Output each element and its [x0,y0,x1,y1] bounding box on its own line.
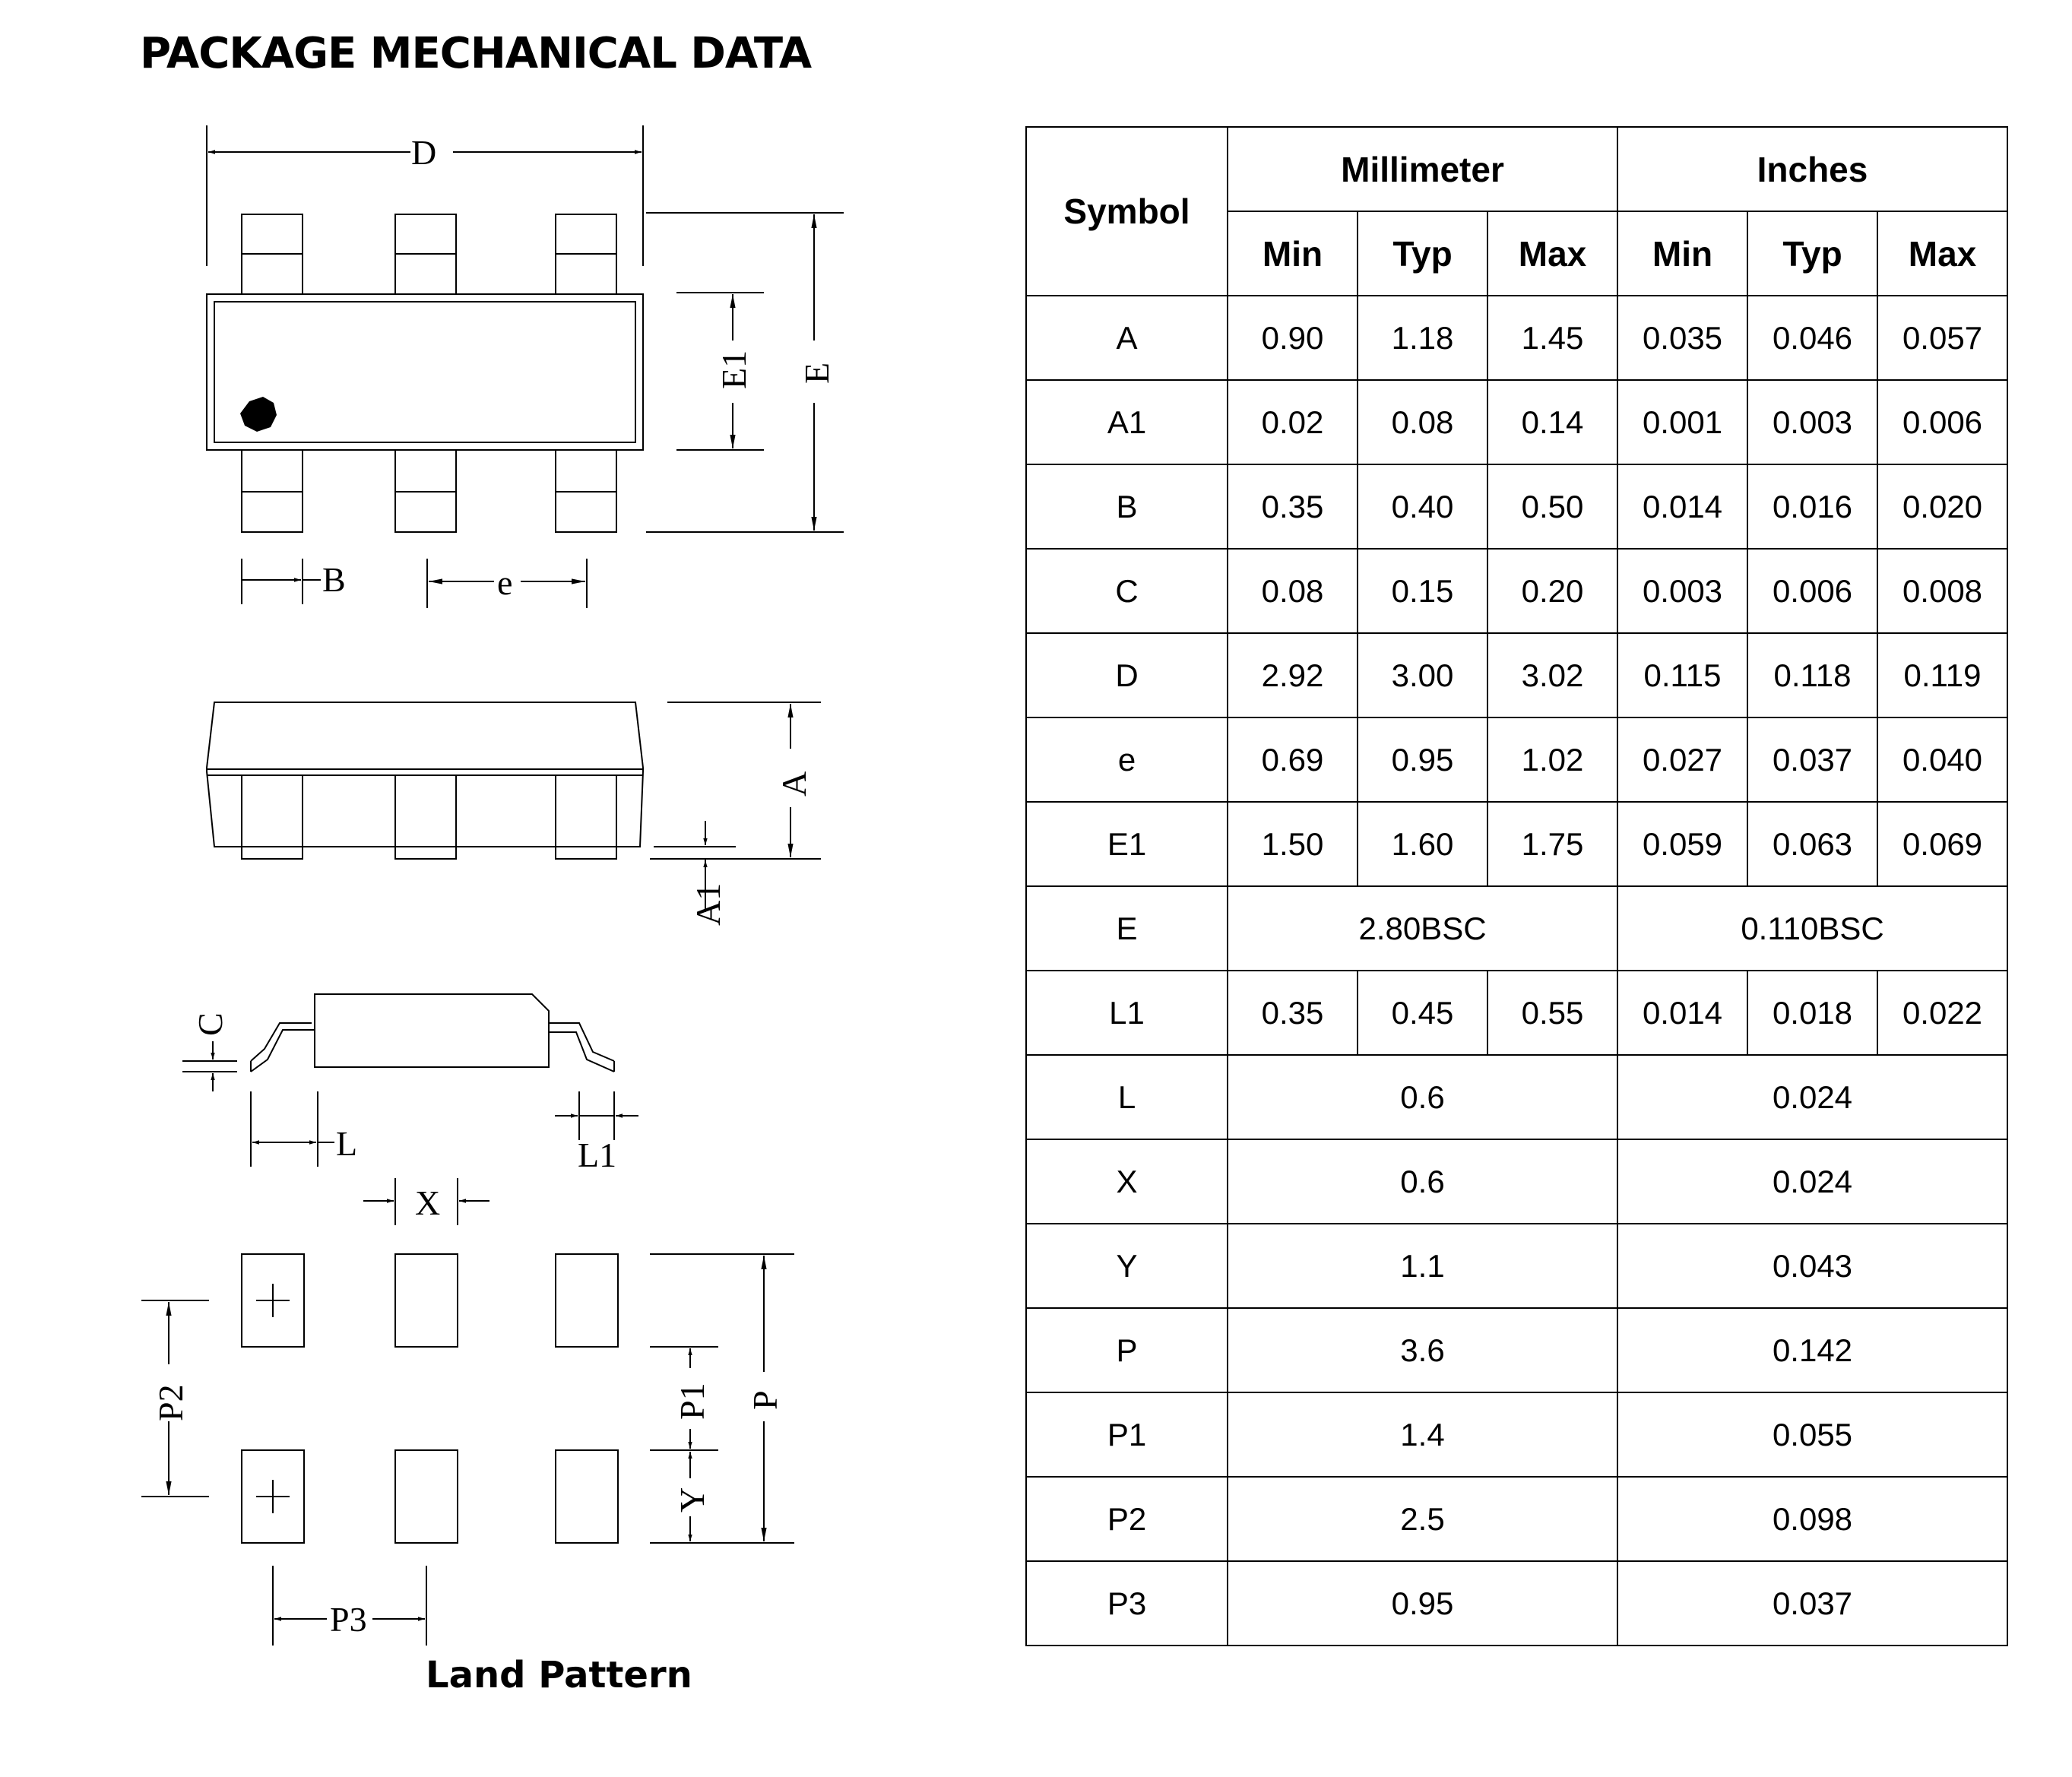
table-row [1026,633,2007,717]
header-millimeter: Millimeter [1228,127,1617,211]
mm-value-cell: 3.6 [1228,1308,1617,1392]
dim-label-P: P [746,1390,784,1410]
mm-value-cell: 0.95 [1228,1561,1617,1646]
mm-value-cell: 0.6 [1228,1139,1617,1224]
inch-value-cell: 0.055 [1617,1392,2007,1477]
dim-label-A1: A1 [689,882,727,926]
inch-value-cell: 0.110BSC [1617,886,2007,971]
value-cell: 0.45 [1358,971,1487,1055]
value-cell: 0.016 [1747,464,1877,549]
value-cell: 0.035 [1617,296,1747,380]
value-cell: 3.00 [1358,633,1487,717]
table-row [1026,1055,2007,1139]
side-view [207,702,821,912]
dim-label-P3: P3 [330,1600,367,1639]
value-cell: 1.18 [1358,296,1487,380]
table-row [1026,1561,2007,1646]
value-cell: 0.069 [1877,802,2007,886]
value-cell: 0.046 [1747,296,1877,380]
symbol-cell: E [1026,886,1228,971]
table-row [1026,380,2007,464]
value-cell: 0.014 [1617,464,1747,549]
header-symbol: Symbol [1026,127,1228,296]
header-inches: Inches [1617,127,2007,211]
dim-label-X: X [415,1183,441,1222]
table-row [1026,886,2007,971]
value-cell: 0.20 [1487,549,1617,633]
value-cell: 0.020 [1877,464,2007,549]
header-in-min: Min [1617,211,1747,296]
value-cell: 1.60 [1358,802,1487,886]
symbol-cell: Y [1026,1224,1228,1308]
value-cell: 0.02 [1228,380,1358,464]
dim-label-P1: P1 [673,1383,711,1420]
value-cell: 0.69 [1228,717,1358,802]
value-cell: 0.057 [1877,296,2007,380]
symbol-cell: A1 [1026,380,1228,464]
value-cell: 1.75 [1487,802,1617,886]
end-view [182,994,638,1167]
value-cell: 0.50 [1487,464,1617,549]
table-row [1026,464,2007,549]
value-cell: 0.059 [1617,802,1747,886]
dim-label-P2: P2 [151,1384,190,1421]
mm-value-cell: 1.4 [1228,1392,1617,1477]
table-row [1026,1224,2007,1308]
mm-value-cell: 1.1 [1228,1224,1617,1308]
header-mm-typ: Typ [1358,211,1487,296]
value-cell: 0.90 [1228,296,1358,380]
value-cell: 0.006 [1747,549,1877,633]
value-cell: 0.08 [1358,380,1487,464]
inch-value-cell: 0.037 [1617,1561,2007,1646]
value-cell: 0.35 [1228,464,1358,549]
inch-value-cell: 0.024 [1617,1139,2007,1224]
value-cell: 0.55 [1487,971,1617,1055]
value-cell: 0.003 [1747,380,1877,464]
table-row [1026,1392,2007,1477]
dim-label-E: E [797,362,836,384]
symbol-cell: C [1026,549,1228,633]
value-cell: 0.027 [1617,717,1747,802]
value-cell: 0.037 [1747,717,1877,802]
symbol-cell: A [1026,296,1228,380]
dim-label-L1: L1 [578,1136,617,1174]
value-cell: 0.006 [1877,380,2007,464]
inch-value-cell: 0.098 [1617,1477,2007,1561]
value-cell: 1.45 [1487,296,1617,380]
package-drawing [0,0,859,1718]
value-cell: 0.14 [1487,380,1617,464]
value-cell: 0.001 [1617,380,1747,464]
land-pattern-caption: Land Pattern [426,1654,692,1696]
page-title: PACKAGE MECHANICAL DATA [140,29,812,78]
mm-value-cell: 2.80BSC [1228,886,1617,971]
table-row [1026,296,2007,380]
value-cell: 0.040 [1877,717,2007,802]
value-cell: 0.022 [1877,971,2007,1055]
symbol-cell: P2 [1026,1477,1228,1561]
symbol-cell: P1 [1026,1392,1228,1477]
table-row [1026,1477,2007,1561]
dim-label-e: e [497,563,513,602]
value-cell: 0.063 [1747,802,1877,886]
dim-label-B: B [322,560,346,599]
value-cell: 0.40 [1358,464,1487,549]
value-cell: 2.92 [1228,633,1358,717]
pin1-marker [240,397,277,432]
table-row [1026,971,2007,1055]
table-row [1026,802,2007,886]
dim-label-Y: Y [673,1487,711,1513]
dimension-table [1025,126,2008,1646]
symbol-cell: D [1026,633,1228,717]
value-cell: 0.118 [1747,633,1877,717]
mm-value-cell: 2.5 [1228,1477,1617,1561]
value-cell: 0.008 [1877,549,2007,633]
header-in-max: Max [1877,211,2007,296]
symbol-cell: P [1026,1308,1228,1392]
symbol-cell: E1 [1026,802,1228,886]
symbol-cell: L1 [1026,971,1228,1055]
value-cell: 3.02 [1487,633,1617,717]
mm-value-cell: 0.6 [1228,1055,1617,1139]
value-cell: 0.35 [1228,971,1358,1055]
value-cell: 0.15 [1358,549,1487,633]
value-cell: 0.115 [1617,633,1747,717]
table-row [1026,549,2007,633]
symbol-cell: e [1026,717,1228,802]
symbol-cell: X [1026,1139,1228,1224]
value-cell: 0.003 [1617,549,1747,633]
value-cell: 0.95 [1358,717,1487,802]
dim-label-A: A [775,771,813,797]
table-row [1026,1308,2007,1392]
value-cell: 1.02 [1487,717,1617,802]
value-cell: 0.08 [1228,549,1358,633]
value-cell: 0.119 [1877,633,2007,717]
header-mm-min: Min [1228,211,1358,296]
dim-label-C: C [191,1012,230,1036]
table-row [1026,1139,2007,1224]
header-mm-max: Max [1487,211,1617,296]
symbol-cell: B [1026,464,1228,549]
value-cell: 0.018 [1747,971,1877,1055]
header-in-typ: Typ [1747,211,1877,296]
value-cell: 0.014 [1617,971,1747,1055]
inch-value-cell: 0.043 [1617,1224,2007,1308]
symbol-cell: P3 [1026,1561,1228,1646]
dim-label-L: L [336,1124,358,1163]
table-row [1026,717,2007,802]
dim-label-D: D [411,133,437,172]
inch-value-cell: 0.142 [1617,1308,2007,1392]
inch-value-cell: 0.024 [1617,1055,2007,1139]
symbol-cell: L [1026,1055,1228,1139]
value-cell: 1.50 [1228,802,1358,886]
dim-label-E1: E1 [714,350,753,389]
